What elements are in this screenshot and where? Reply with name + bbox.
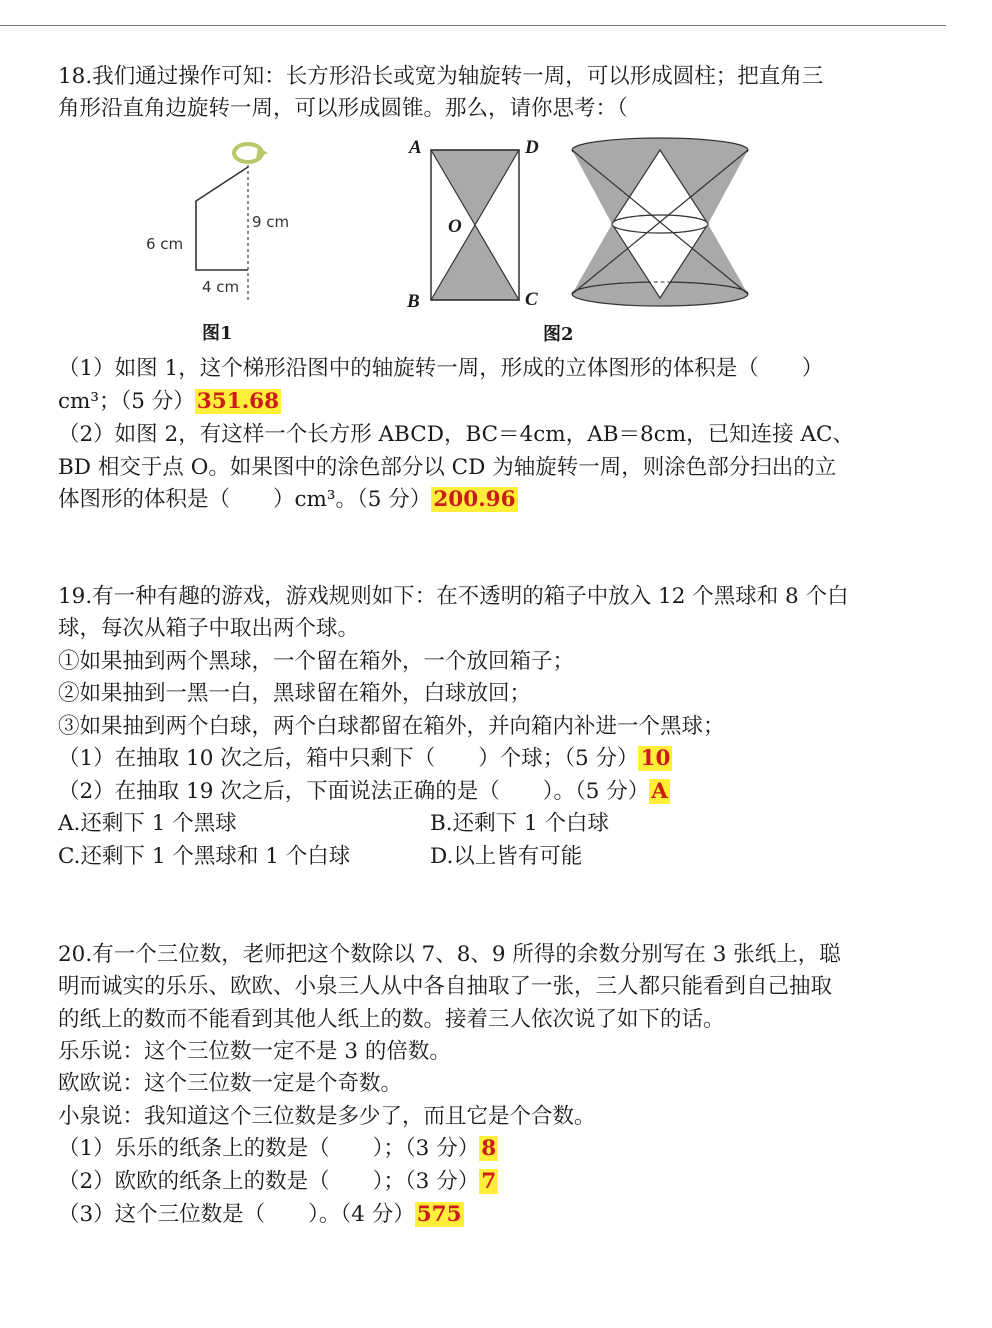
q19-option-d: D.以上皆有可能 <box>430 844 583 869</box>
figure-2-caption: 图2 <box>543 324 574 345</box>
q18-part2-line3: 体图形的体积是（ ）cm³。（5 分）200.96 <box>58 487 516 512</box>
q20-part2: （2）欧欧的纸条上的数是（ ）；（3 分）7 <box>58 1169 497 1194</box>
vertex-a: A <box>409 137 422 158</box>
q20-part2-answer: 7 <box>481 1169 497 1194</box>
q20-statement-lele: 乐乐说：这个三位数一定不是 3 的倍数。 <box>58 1039 451 1064</box>
q19-part2: （2）在抽取 19 次之后，下面说法正确的是（ ）。（5 分）A <box>58 779 668 804</box>
q18-line2: 角形沿直角边旋转一周，可以形成圆锥。那么，请你思考：（ <box>58 96 628 121</box>
rotation-arrow-icon <box>234 144 268 162</box>
label-9cm: 9 cm <box>252 213 290 231</box>
vertex-b: B <box>407 291 420 312</box>
q19-rule1: ①如果抽到两个黑球，一个留在箱外，一个放回箱子； <box>58 649 575 674</box>
shaded-triangle-bottom <box>431 225 519 300</box>
q19-option-c: C.还剩下 1 个黑球和 1 个白球 <box>58 844 351 869</box>
q19-option-b: B.还剩下 1 个白球 <box>430 811 609 836</box>
top-rule <box>0 25 946 26</box>
q19-rule3: ③如果抽到两个白球，两个白球都留在箱外，并向箱内补进一个黑球； <box>58 714 725 739</box>
q18-part2-answer: 200.96 <box>433 487 516 512</box>
q20-part1-answer: 8 <box>481 1136 497 1161</box>
q20-line2: 明而诚实的乐乐、欧欧、小泉三人从中各自抽取了一张，三人都只能看到自己抽取 <box>58 974 833 999</box>
figure-2-solid <box>565 136 755 308</box>
q19-part1-answer: 10 <box>640 746 671 771</box>
label-6cm: 6 cm <box>146 235 184 253</box>
q20-line1: 20.有一个三位数，老师把这个数除以 7、8、9 所得的余数分别写在 3 张纸上，聪 <box>58 942 841 967</box>
q18-part1-answer: 351.68 <box>196 389 280 414</box>
q19-line1: 19.有一种有趣的游戏，游戏规则如下：在不透明的箱子中放入 12 个黑球和 8 个白 <box>58 584 849 609</box>
vertex-o: O <box>448 216 462 237</box>
figure-2-rectangle <box>425 145 525 305</box>
figure-1-trapezoid <box>140 135 320 310</box>
vertex-c: C <box>525 289 538 310</box>
q19-line2: 球，每次从箱子中取出两个球。 <box>58 616 360 641</box>
q18-line1: 18.我们通过操作可知：长方形沿长或宽为轴旋转一周，可以形成圆柱；把直角三 <box>58 64 824 89</box>
q20-statement-ouou: 欧欧说：这个三位数一定是个奇数。 <box>58 1071 403 1096</box>
q20-part3-answer: 575 <box>416 1202 462 1227</box>
q19-part1: （1）在抽取 10 次之后，箱中只剩下（ ）个球；（5 分）10 <box>58 746 671 771</box>
q18-part1-line2: cm³；（5 分）351.68 <box>58 389 280 414</box>
label-4cm: 4 cm <box>202 278 240 296</box>
trapezoid-outline <box>196 167 248 270</box>
q20-part3: （3）这个三位数是（ ）。（4 分）575 <box>58 1202 462 1227</box>
vertex-d: D <box>525 137 539 158</box>
q20-statement-xiaoquan: 小泉说：我知道这个三位数是多少了，而且它是个合数。 <box>58 1104 596 1129</box>
q19-option-a: A.还剩下 1 个黑球 <box>58 811 237 836</box>
figure-1-caption: 图1 <box>202 323 233 344</box>
shaded-triangle-top <box>431 150 519 225</box>
q20-part1: （1）乐乐的纸条上的数是（ ）；（3 分）8 <box>58 1136 497 1161</box>
q18-part2-line2: BD 相交于点 O。如果图中的涂色部分以 CD 为轴旋转一周，则涂色部分扫出的立 <box>58 455 837 480</box>
q19-part2-answer: A <box>651 779 668 804</box>
q19-rule2: ②如果抽到一黑一白，黑球留在箱外，白球放回； <box>58 681 532 706</box>
q18-part1-line1: （1）如图 1，这个梯形沿图中的轴旋转一周，形成的立体图形的体积是（ ） <box>58 356 824 381</box>
q20-line3: 的纸上的数而不能看到其他人纸上的数。接着三人依次说了如下的话。 <box>58 1007 725 1032</box>
q18-part2-line1: （2）如图 2，有这样一个长方形 ABCD，BC＝4cm，AB＝8cm，已知连接 AC、 <box>58 422 854 447</box>
